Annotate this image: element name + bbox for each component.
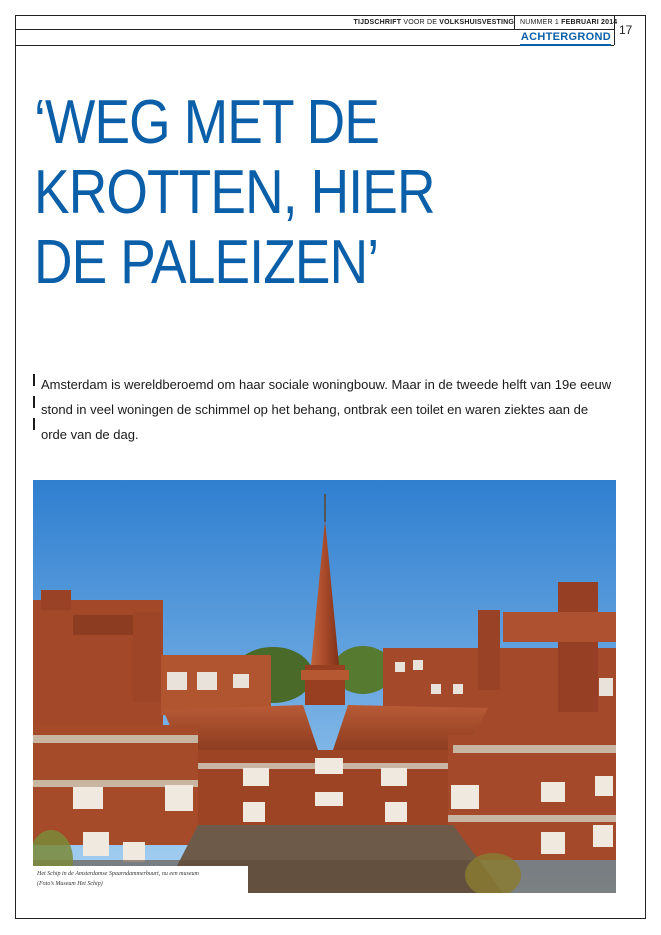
caption-credit: (Foto’s Museum Het Schip) <box>37 881 103 887</box>
photo-caption <box>33 866 248 894</box>
intro-block <box>33 372 613 447</box>
section-label: ACHTERGROND <box>520 31 611 46</box>
issue-info: NUMMER 1 FEBRUARI 2014 <box>520 19 618 26</box>
het-schip-photo <box>33 480 616 893</box>
intro-marker <box>33 374 35 436</box>
page-number: 17 <box>619 23 633 37</box>
title-line: ‘WEG MET DE <box>34 88 380 157</box>
title-line: DE PALEIZEN’ <box>34 228 379 297</box>
publication-separator <box>514 16 515 29</box>
publication-name: TIJDSCHRIFT VOOR DE VOLKSHUISVESTING <box>353 19 514 26</box>
header-rule-top <box>15 29 614 30</box>
title-line: KROTTEN, HIER <box>34 158 435 227</box>
intro-text: Amsterdam is wereldberoemd om haar sociale woningbouw. Maar in de tweede helft van 19e eeuw stond in veel woningen de schimmel op het behang, ontbrak een toilet en waren ziektes aan de orde van de dag. <box>41 377 612 442</box>
caption-line: Het Schip in de Amsterdamse Spaarndammerbuurt, nu een museum <box>37 871 199 877</box>
article-title <box>34 88 533 298</box>
